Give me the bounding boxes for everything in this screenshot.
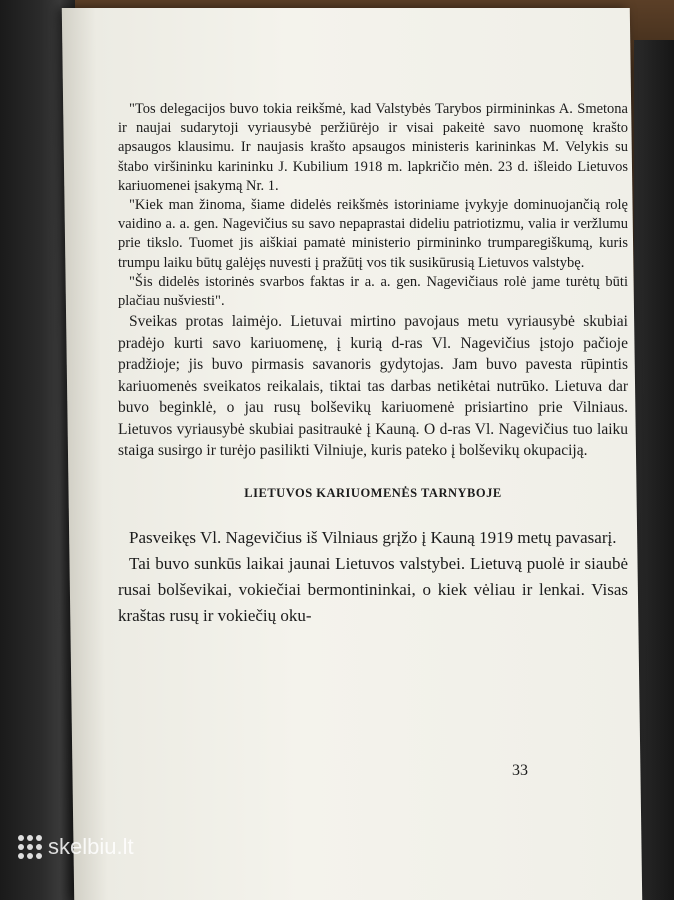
body-paragraph-2: Pasveikęs Vl. Nagevičius iš Vilniaus grįžo į Kauną 1919 metų pavasarį. bbox=[129, 527, 617, 547]
body-paragraph-1: Sveikas protas laimėjo. Lietuvai mirtino pavojaus metu vyriausybė skubiai pradėjo kurti savo kariuomenę, į kurią d-ras Vl. Nagevičius įstojo pačioje pradžioje; jis buvo pirmasis savanoris gydytojas. Jam buvo pavesta rūpintis kariuomenės sveikatos reikalais, tiktai tas darbas netikėtai nutrūko. Lietuva dar buvo beginklė, o jau rusų bolševikų kariuomenė prisiartino prie Vilniaus. Lietuvos vyriausybė skubiai pasitraukė į Kauną. O d-ras Vl. Nagevičius tuo laiku staiga susirgo ir turėjo pasilikti Vilniuje, kuris pateko į bolševikų okupaciją. bbox=[118, 313, 628, 460]
page-number: 33 bbox=[512, 762, 528, 779]
section-heading: LIETUVOS KARIUOMENĖS TARNYBOJE bbox=[244, 485, 502, 500]
quote-paragraph-1: "Tos delegacijos buvo tokia reikšmė, kad Valstybės Tarybos pirmininkas A. Smetona ir naujai sudarytoji vyriausybė peržiūrėjo ir visai pakeitė savo nuomonę krašto apsaugos klausimu. Ir naujasis krašto apsaugos ministeris karininkas M. Velykis su štabo viršininku karininku J. Kubilium 1918 m. lapkričio mėn. 23 d. išleido Lietuvos kariuomenei įsakymą Nr. 1. bbox=[118, 101, 628, 194]
body-paragraph-3: Tai buvo sunkūs laikai jaunai Lietuvos valstybei. Lietuvą puolė ir siaubė rusai bolševikai, vokiečiai bermontininkai, o kiek vėliau ir lenkai. Visas kraštas rusų ir vokiečių oku- bbox=[118, 553, 628, 625]
page-text bbox=[118, 100, 628, 629]
watermark-text: skelbiu.lt bbox=[48, 834, 134, 859]
watermark bbox=[18, 834, 134, 860]
quote-paragraph-2: "Kiek man žinoma, šiame didelės reikšmės istoriniame įvykyje dominuojančią rolę vaidino a. a. gen. Nagevičius su savo nepaprastai dideliu patriotizmu, valia ir veržlumu prie tikslo. Tuomet jis aiškiai pamatė ministerio pirmininko trumparegiškumą, kuris trumpu laiku būtų galėjęs nuvesti į pražūtį vos tik susikūrusią Lietuvos valstybę. bbox=[118, 197, 628, 271]
watermark-logo-icon bbox=[18, 835, 42, 859]
quote-paragraph-3: "Šis didelės istorinės svarbos faktas ir a. a. gen. Nagevičiaus rolė jame turėtų būti plačiau nušviesti". bbox=[118, 273, 628, 310]
